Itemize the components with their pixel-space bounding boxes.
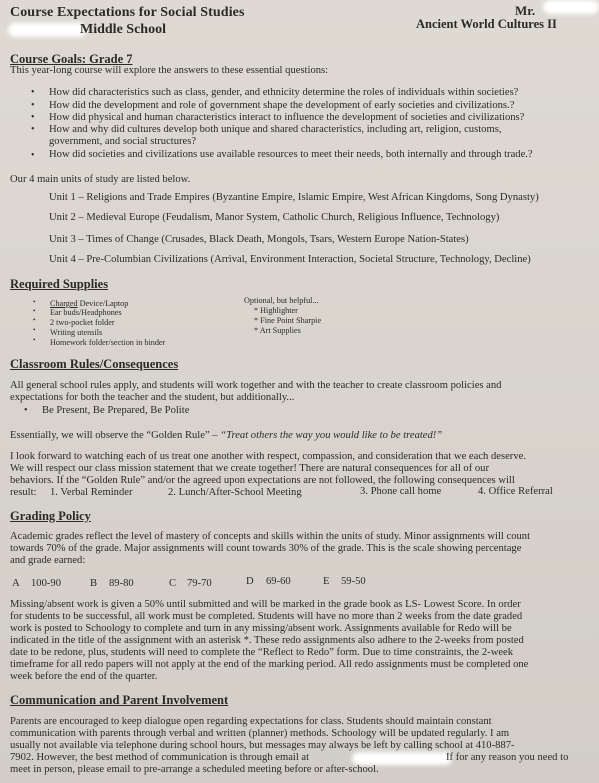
supply-item-1 — [50, 299, 128, 308]
missing-work-line-5: date to be redone, plus, students will need to complete the “Reflect to Redo” form. Due to time constraints, the 2-week — [10, 647, 514, 658]
supply-item-3: 2 two-pocket folder — [50, 318, 115, 327]
bullet-dot: • — [33, 316, 36, 324]
bullet-dot: • — [33, 307, 36, 315]
bullet-dot: • — [31, 124, 35, 135]
rules-heading: Classroom Rules/Consequences — [10, 357, 179, 371]
consequence-1: 1. Verbal Reminder — [50, 487, 133, 498]
grade-d-range: 69-60 — [266, 576, 291, 587]
supplies-heading: Required Supplies — [10, 277, 109, 291]
grading-line-2: towards 70% of the grade. Major assignments will count towards 30% of the grade. This is the scale showing percentage — [10, 543, 522, 554]
bullet-dot: • — [33, 298, 36, 306]
unit-3: Unit 3 – Times of Change (Crusades, Black Death, Mongols, Tsars, Western Europe Nation-States) — [49, 234, 469, 245]
question-3: How did physical and human characteristics interact to influence the development of societies and civilizations? — [49, 112, 525, 123]
bullet-dot: • — [33, 336, 36, 344]
grade-b-range: 89-80 — [109, 578, 134, 589]
golden-rule-line — [10, 430, 442, 442]
optional-item-1: * Highlighter — [254, 306, 298, 315]
document-title: Course Expectations for Social Studies — [10, 5, 245, 20]
rules-para2-line-3: behaviors. If the “Golden Rule” and/or the agreed upon expectations are not followed, the following consequences will — [10, 475, 515, 486]
grade-e-range: 59-50 — [341, 576, 366, 587]
grade-c-range: 79-70 — [187, 578, 212, 589]
golden-rule-prefix: Essentially, we will observe the “Golden Rule” – — [10, 430, 218, 441]
communication-line-1: Parents are encouraged to keep dialogue open regarding expectations for class. Students should maintain constant — [10, 716, 492, 727]
missing-work-line-4: indicated in the title of the assignment with an asterisk *. These redo assignments also adhere to the 2-weeks from posted — [10, 635, 524, 646]
consequence-2: 2. Lunch/After-School Meeting — [168, 487, 302, 498]
grade-a-letter: A — [12, 578, 20, 589]
result-label: result: — [10, 487, 37, 498]
grade-e-letter: E — [323, 576, 330, 587]
school-name: Middle School — [80, 22, 166, 37]
units-intro: Our 4 main units of study are listed below. — [10, 174, 191, 185]
rules-bullet: Be Present, Be Prepared, Be Polite — [42, 405, 190, 416]
grading-line-1: Academic grades reflect the level of mastery of concepts and skills within the units of study. Minor assignments will count — [10, 531, 531, 542]
grading-heading: Grading Policy — [10, 509, 91, 523]
golden-rule-quote: “Treat others the way you would like to be treated!” — [220, 430, 443, 441]
optional-item-3: * Art Supplies — [254, 326, 301, 335]
missing-work-line-6: timeframe for all redo papers will not apply at the end of the marking period. All redo assignments must be completed one — [10, 659, 529, 670]
consequence-3: 3. Phone call home — [360, 486, 442, 497]
grade-a-range: 100-90 — [31, 578, 62, 589]
charged-label: Charged — [50, 299, 78, 308]
missing-work-line-7: week before the end of the quarter. — [10, 671, 158, 682]
rules-line-2: expectations for both the teacher and the student, but additionally... — [10, 392, 295, 403]
rules-para2-line-1: I look forward to watching each of us treat one another with respect, compassion, and consideration that we each deserve. — [10, 451, 526, 462]
unit-2: Unit 2 – Medieval Europe (Feudalism, Manor System, Catholic Church, Religious Influence, Technology) — [49, 212, 500, 223]
communication-line-4: 7902. However, the best method of communication is through email at — [10, 752, 310, 763]
communication-line-3: usually not available via telephone during school hours, but messages may always be left by calling school at 410-887- — [10, 740, 515, 751]
redacted-teacher-name — [543, 0, 599, 14]
communication-heading: Communication and Parent Involvement — [10, 693, 229, 707]
grading-line-3: and grade earned: — [10, 555, 86, 566]
bullet-dot: • — [24, 405, 28, 416]
communication-line-2: communication with parents through verbal and written (planner) methods. Schoology will be updated regularly. I am — [10, 728, 510, 739]
bullet-dot: • — [31, 87, 35, 98]
question-4-continued: government, and social structures? — [49, 136, 197, 147]
unit-4: Unit 4 – Pre-Columbian Civilizations (Arrival, Environment Interaction, Societal Structure, Technology, Decline) — [49, 254, 531, 265]
question-5: How did societies and civilizations use available resources to meet their needs, both internally and through trade.? — [49, 149, 533, 160]
bullet-dot: • — [33, 326, 36, 334]
goals-heading: Course Goals: Grade 7 — [10, 52, 133, 66]
rules-line-1: All general school rules apply, and students will work together and with the teacher to create classroom policies and — [10, 380, 502, 391]
missing-work-line-3: work is posted to Schoology to complete and turn in any missing/absent work. Assignments available for Redo will be — [10, 623, 512, 634]
grade-d-letter: D — [246, 576, 254, 587]
bullet-dot: • — [31, 150, 35, 161]
communication-line-5: meet in person, please email to pre-arrange a scheduled meeting before or after-school. — [10, 764, 379, 775]
supply-item-4: Writing utensils — [50, 328, 103, 337]
communication-line-4-end: If for any reason you need to — [446, 752, 569, 763]
question-1: How did characteristics such as class, gender, and ethnicity determine the roles of individuals within societies? — [49, 87, 519, 98]
missing-work-line-1: Missing/absent work is given a 50% until submitted and will be marked in the grade book as LS- Lowest Score. In order — [10, 599, 521, 610]
unit-1: Unit 1 – Religions and Trade Empires (Byzantine Empire, Islamic Empire, West African Kingdoms, Song Dynasty) — [49, 192, 539, 203]
optional-item-2: * Fine Point Sharpie — [254, 316, 322, 325]
redacted-school-name — [8, 23, 86, 37]
rules-para2-line-2: We will respect our class mission statement that we create together! There are natural consequences for all of our — [10, 463, 490, 474]
question-4: How and why did cultures develop both unique and shared characteristics, including art, religion, customs, — [49, 124, 502, 135]
goals-intro: This year-long course will explore the answers to these essential questions: — [10, 65, 329, 76]
optional-heading: Optional, but helpful... — [244, 296, 319, 305]
supply-item-5: Homework folder/section in binder — [50, 338, 166, 347]
bullet-dot: • — [31, 112, 35, 123]
device-label: Device/Laptop — [77, 299, 129, 308]
teacher-prefix: Mr. — [515, 3, 536, 18]
missing-work-line-2: for students to be successful, all work must be completed. Students will have no more than 2 weeks from the date graded — [10, 611, 523, 622]
course-name: Ancient World Cultures II — [416, 17, 557, 31]
consequence-4: 4. Office Referral — [478, 486, 553, 497]
supply-item-2: Ear buds/Headphones — [50, 308, 122, 317]
question-2: How did the development and role of government shape the development of early societies and civilizations.? — [49, 100, 515, 111]
grade-c-letter: C — [169, 578, 177, 589]
grade-b-letter: B — [90, 578, 98, 589]
bullet-dot: • — [31, 100, 35, 111]
